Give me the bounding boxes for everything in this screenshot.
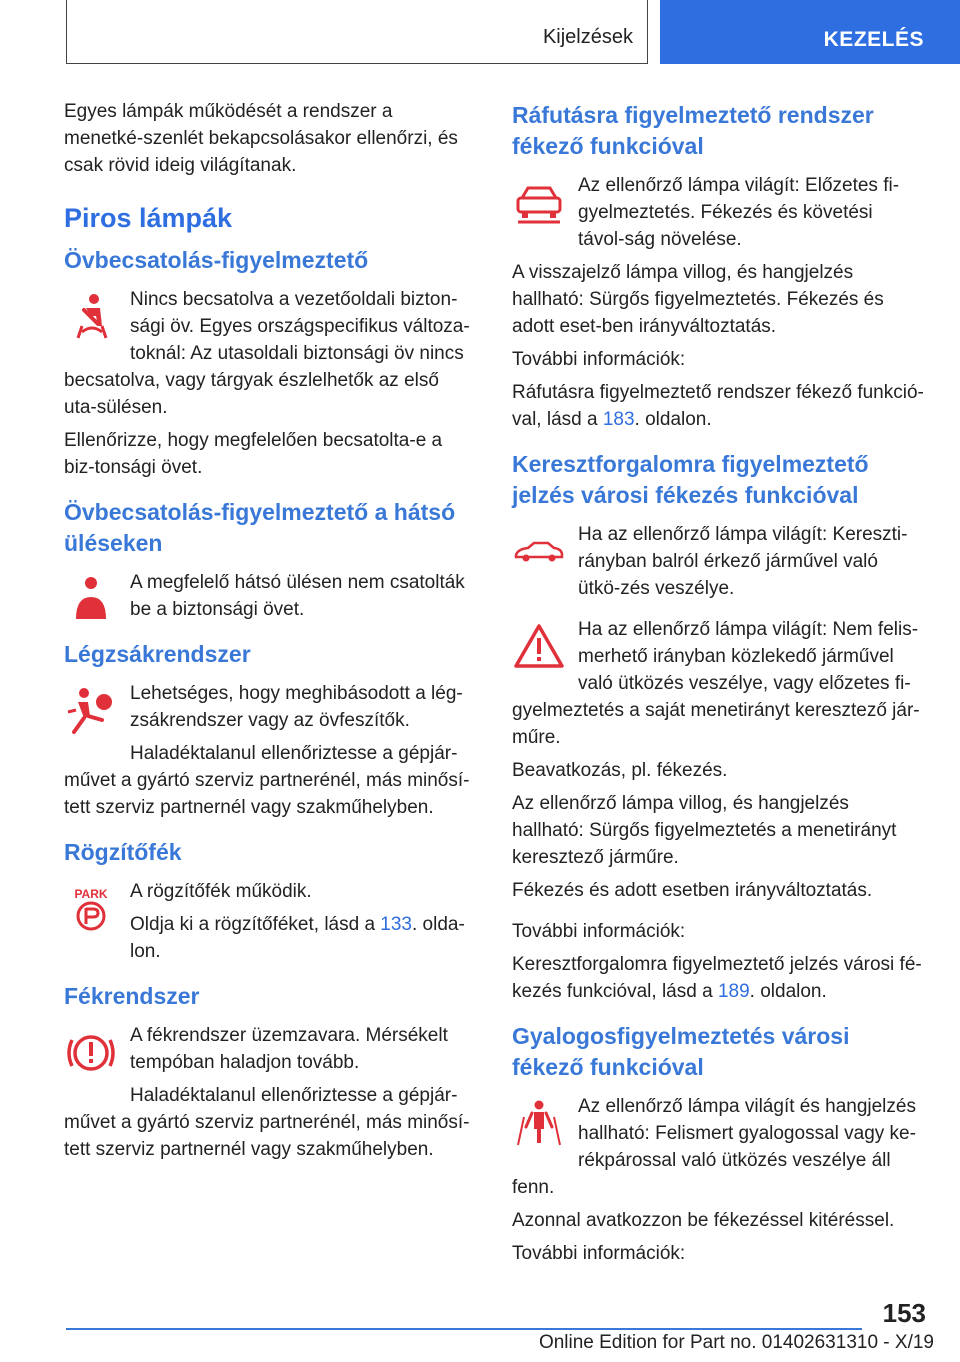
parking-brake-text: A rögzítőfék működik. (130, 881, 312, 902)
intro-text: Egyes lámpák működését a rendszer a menetké-szenlét bekapcsolásakor ellenőrzi, és csak rövid ideig világítanak. (64, 101, 458, 176)
brake-system-entry (64, 1022, 476, 1163)
airbag-text: Lehetséges, hogy meghibásodott a lég-zsákrendszer vagy az övfeszítők. (130, 683, 463, 731)
cross-traffic-text-2b: merhető irányban közlekedő járművel (578, 646, 894, 667)
heading-brake-system: Fékrendszer (64, 983, 200, 1009)
cross-traffic-flash: Az ellenőrző lámpa villog, és hangjelzés hallható: Sürgős figyelmeztetés a menetirányt keresztező járműre. (512, 793, 897, 868)
park-icon (64, 882, 118, 936)
brake-system-text: A fékrendszer üzemzavara. Mérsékelt tempóban haladjon tovább. (130, 1025, 448, 1073)
approach-ref: Ráfutásra figyelmeztető rendszer fékező funkció-val, lásd a 183. oldalon. (512, 382, 924, 430)
header-box (66, 0, 648, 64)
section-title: Kijelzések (542, 26, 633, 48)
heading-cross-traffic: Keresztforgalomra figyelmeztető jelzés városi fékezés funkcióval (512, 451, 869, 508)
heading-approach-warning: Ráfutásra figyelmeztető rendszer fékező funkcióval (512, 102, 874, 159)
cross-traffic-text-2d: gyelmeztetés a saját menetirányt keresztező jár-műre. (512, 700, 920, 748)
heading-red-lamps: Piros lámpák (64, 203, 233, 233)
pedestrian-text-1: Az ellenőrző lámpa világít és hangjelzés (578, 1096, 916, 1117)
cross-traffic-entry-1 (512, 521, 924, 602)
page-number: 153 (882, 1298, 926, 1328)
parking-brake-ref: Oldja ki a rögzítőféket, lásd a 133. olda-lon. (130, 914, 465, 962)
rear-seatbelt-entry (64, 569, 476, 623)
cross-traffic-more-info: További információk: (512, 921, 686, 942)
page-link-183[interactable]: 183 (602, 409, 635, 430)
airbag-icon (64, 684, 118, 738)
chapter-tab-label: KEZELÉS (823, 28, 924, 51)
left-column (64, 98, 476, 1169)
rear-seatbelt-text: A megfelelő hátsó ülésen nem csatolták be a biztonsági övet. (130, 572, 465, 620)
pedestrian-entry (512, 1093, 924, 1201)
cross-traffic-entry-2 (512, 616, 924, 751)
chapter-tab[interactable] (660, 0, 960, 64)
brake-warning-icon (64, 1026, 118, 1080)
page-link-189[interactable]: 189 (717, 981, 750, 1002)
seatbelt-text-cont: becsatolva, vagy tárgyak észlelhetők az első uta-sülésen. (64, 370, 439, 418)
cross-traffic-brake: Fékezés és adott esetben irányváltoztatás. (512, 880, 873, 901)
airbag-check-text-2: művet a gyártó szerviz partnerénél, más minősí-tett szerviz partnernél vagy szakműhelyben. (64, 770, 470, 818)
footer-edition: Online Edition for Part no. 01402631310 - X/19 (538, 1332, 934, 1353)
seatbelt-text-3: toknál: Az utasoldali biztonsági öv nincs (130, 343, 464, 364)
heading-seatbelt: Övbecsatolás-figyelmeztető (64, 247, 369, 273)
pedestrian-action: Azonnal avatkozzon be fékezéssel kitéréssel. (512, 1210, 895, 1231)
approach-more-info: További információk: (512, 349, 686, 370)
heading-pedestrian: Gyalogosfigyelmeztetés városi fékező funkcióval (512, 1023, 850, 1080)
brake-check-text-2: művet a gyártó szerviz partnerénél, más minősí-tett szerviz partnernél vagy szakműhelyben. (64, 1112, 470, 1160)
seatbelt-warning-icon (64, 290, 118, 344)
pedestrian-text-2: hallható: Felismert gyalogossal vagy ke- (578, 1123, 916, 1144)
seatbelt-entry (64, 286, 476, 421)
cross-traffic-text-1: Ha az ellenőrző lámpa világít: Kereszti-rányban balról érkező járművel való ütkö-zés veszélye. (578, 524, 908, 599)
seatbelt-text-2: sági öv. Egyes országspecifikus változa- (130, 316, 470, 337)
pedestrian-text-3: rékpárossal való ütközés veszélye áll (578, 1150, 891, 1171)
brake-check-text-1: Haladéktalanul ellenőriztesse a gépjár- (130, 1085, 458, 1106)
cross-traffic-text-2a: Ha az ellenőrző lámpa világít: Nem felis- (578, 619, 919, 640)
heading-airbag: Légzsákrendszer (64, 641, 251, 667)
approach-flash-text: A visszajelző lámpa villog, és hangjelzés hallható: Sürgős figyelmeztetés. Fékezés és adott eset-ben irányváltoztatás. (512, 262, 884, 337)
footer-divider (66, 1328, 862, 1330)
pedestrian-icon (512, 1097, 566, 1151)
cross-traffic-ref: Keresztforgalomra figyelmeztető jelzés városi fé-kezés funkcióval, lásd a 189. oldalon. (512, 954, 922, 1002)
approach-text: Az ellenőrző lámpa világít: Előzetes fi-gyelmeztetés. Fékezés és követési távol-ság növelése. (578, 175, 900, 250)
pedestrian-more-info: További információk: (512, 1243, 686, 1264)
airbag-entry (64, 680, 476, 821)
heading-parking-brake: Rögzítőfék (64, 839, 182, 865)
airbag-check-text-1: Haladéktalanul ellenőriztesse a gépjár- (130, 743, 458, 764)
rear-seat-person-icon (64, 573, 118, 627)
seatbelt-text-1: Nincs becsatolva a vezetőoldali bizton- (130, 289, 458, 310)
approach-warning-entry (512, 172, 924, 253)
warning-triangle-icon (512, 620, 566, 674)
car-side-icon (512, 525, 566, 579)
car-front-warning-icon (512, 176, 566, 230)
park-icon-label: PARK (74, 887, 108, 901)
right-column (512, 98, 924, 1273)
parking-brake-entry (64, 878, 476, 965)
seatbelt-check-text: Ellenőrizze, hogy megfelelően becsatolta-e a biz-tonsági övet. (64, 430, 443, 478)
cross-traffic-action: Beavatkozás, pl. fékezés. (512, 760, 728, 781)
heading-rear-seatbelt: Övbecsatolás-figyelmeztető a hátsó üléseken (64, 499, 456, 556)
pedestrian-text-cont: fenn. (512, 1177, 555, 1198)
page-link-133[interactable]: 133 (380, 914, 412, 935)
cross-traffic-text-2c: való ütközés veszélye, vagy előzetes fi- (578, 673, 911, 694)
